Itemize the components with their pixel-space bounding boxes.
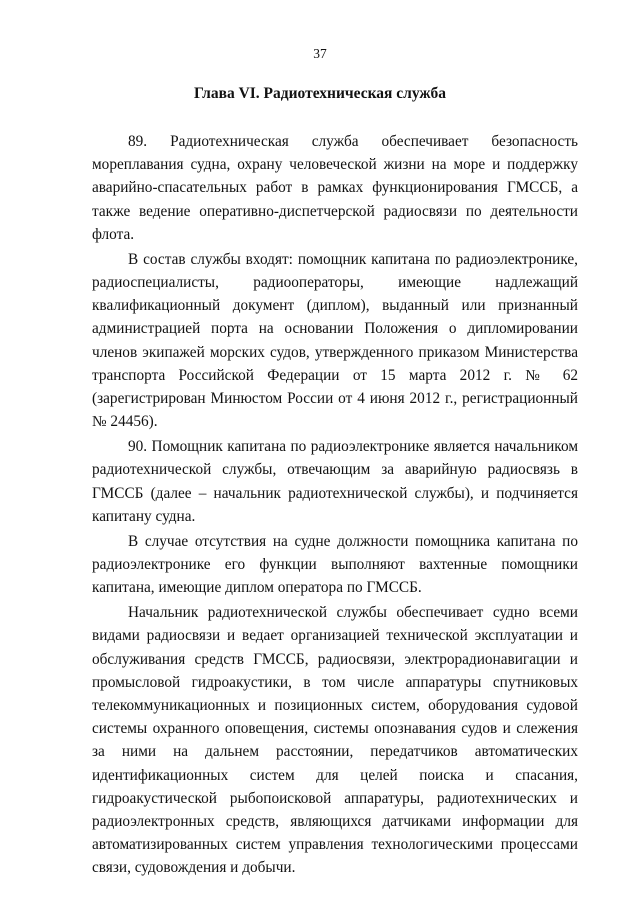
paragraph-89: 89. Радиотехническая служба обеспечивает безопасность мореплавания судна, охрану человеческой жизни на море и поддержку аварийно-спасательных работ в рамках функционирования ГМССБ, а также ведение оперативно-диспетчерской радиосвязи по деятельности флота. — [92, 133, 578, 243]
body-text — [92, 130, 578, 881]
chapter-title: Глава VI. Радиотехническая служба — [194, 85, 446, 102]
paragraph-absence-case: В случае отсутствия на судне должности помощника капитана по радиоэлектронике его функции выполняют вахтенные помощники капитана, имеющие диплом оператора по ГМССБ. — [92, 532, 578, 597]
paragraph-90: 90. Помощник капитана по радиоэлектронике является начальником радиотехнической службы, отвечающим за аварийную радиосвязь в ГМССБ (далее – начальник радиотехнической службы), и подчиняется капитану судна. — [92, 438, 578, 525]
page-number: 37 — [313, 46, 327, 61]
paragraph-head-duties: Начальник радиотехнической службы обеспечивает судно всеми видами радиосвязи и ведает организацией технической эксплуатации и обслуживания средств ГМССБ, радиосвязи, электрорадионавигации и промысловой гидроакустики, в том числе аппаратуры спутниковых телекоммуникационных и позиционных систем, оборудования судовой системы охранного оповещения, системы опознавания судов и слежения за ними на дальнем расстоянии, передатчиков автоматических идентификационных систем для целей поиска и спасания, гидроакустической рыбопоисковой аппаратуры, радиотехнических и радиоэлектронных средств, являющихся датчиками информации для автоматизированных систем управления технологическими процессами связи, судовождения и добычи. — [92, 604, 578, 877]
paragraph-service-composition: В состав службы входят: помощник капитана по радиоэлектронике, радиоспециалисты, радиооператоры, имеющие надлежащий квалификационный документ (диплом), выданный или признанный администрацией порта на основании Положения о дипломировании членов экипажей морских судов, утвержденного приказом Министерства транспорта Российской Федерации от 15 марта 2012 г. № 62 (зарегистрирован Минюстом России от 4 июня 2012 г., регистрационный № 24456). — [92, 250, 578, 431]
